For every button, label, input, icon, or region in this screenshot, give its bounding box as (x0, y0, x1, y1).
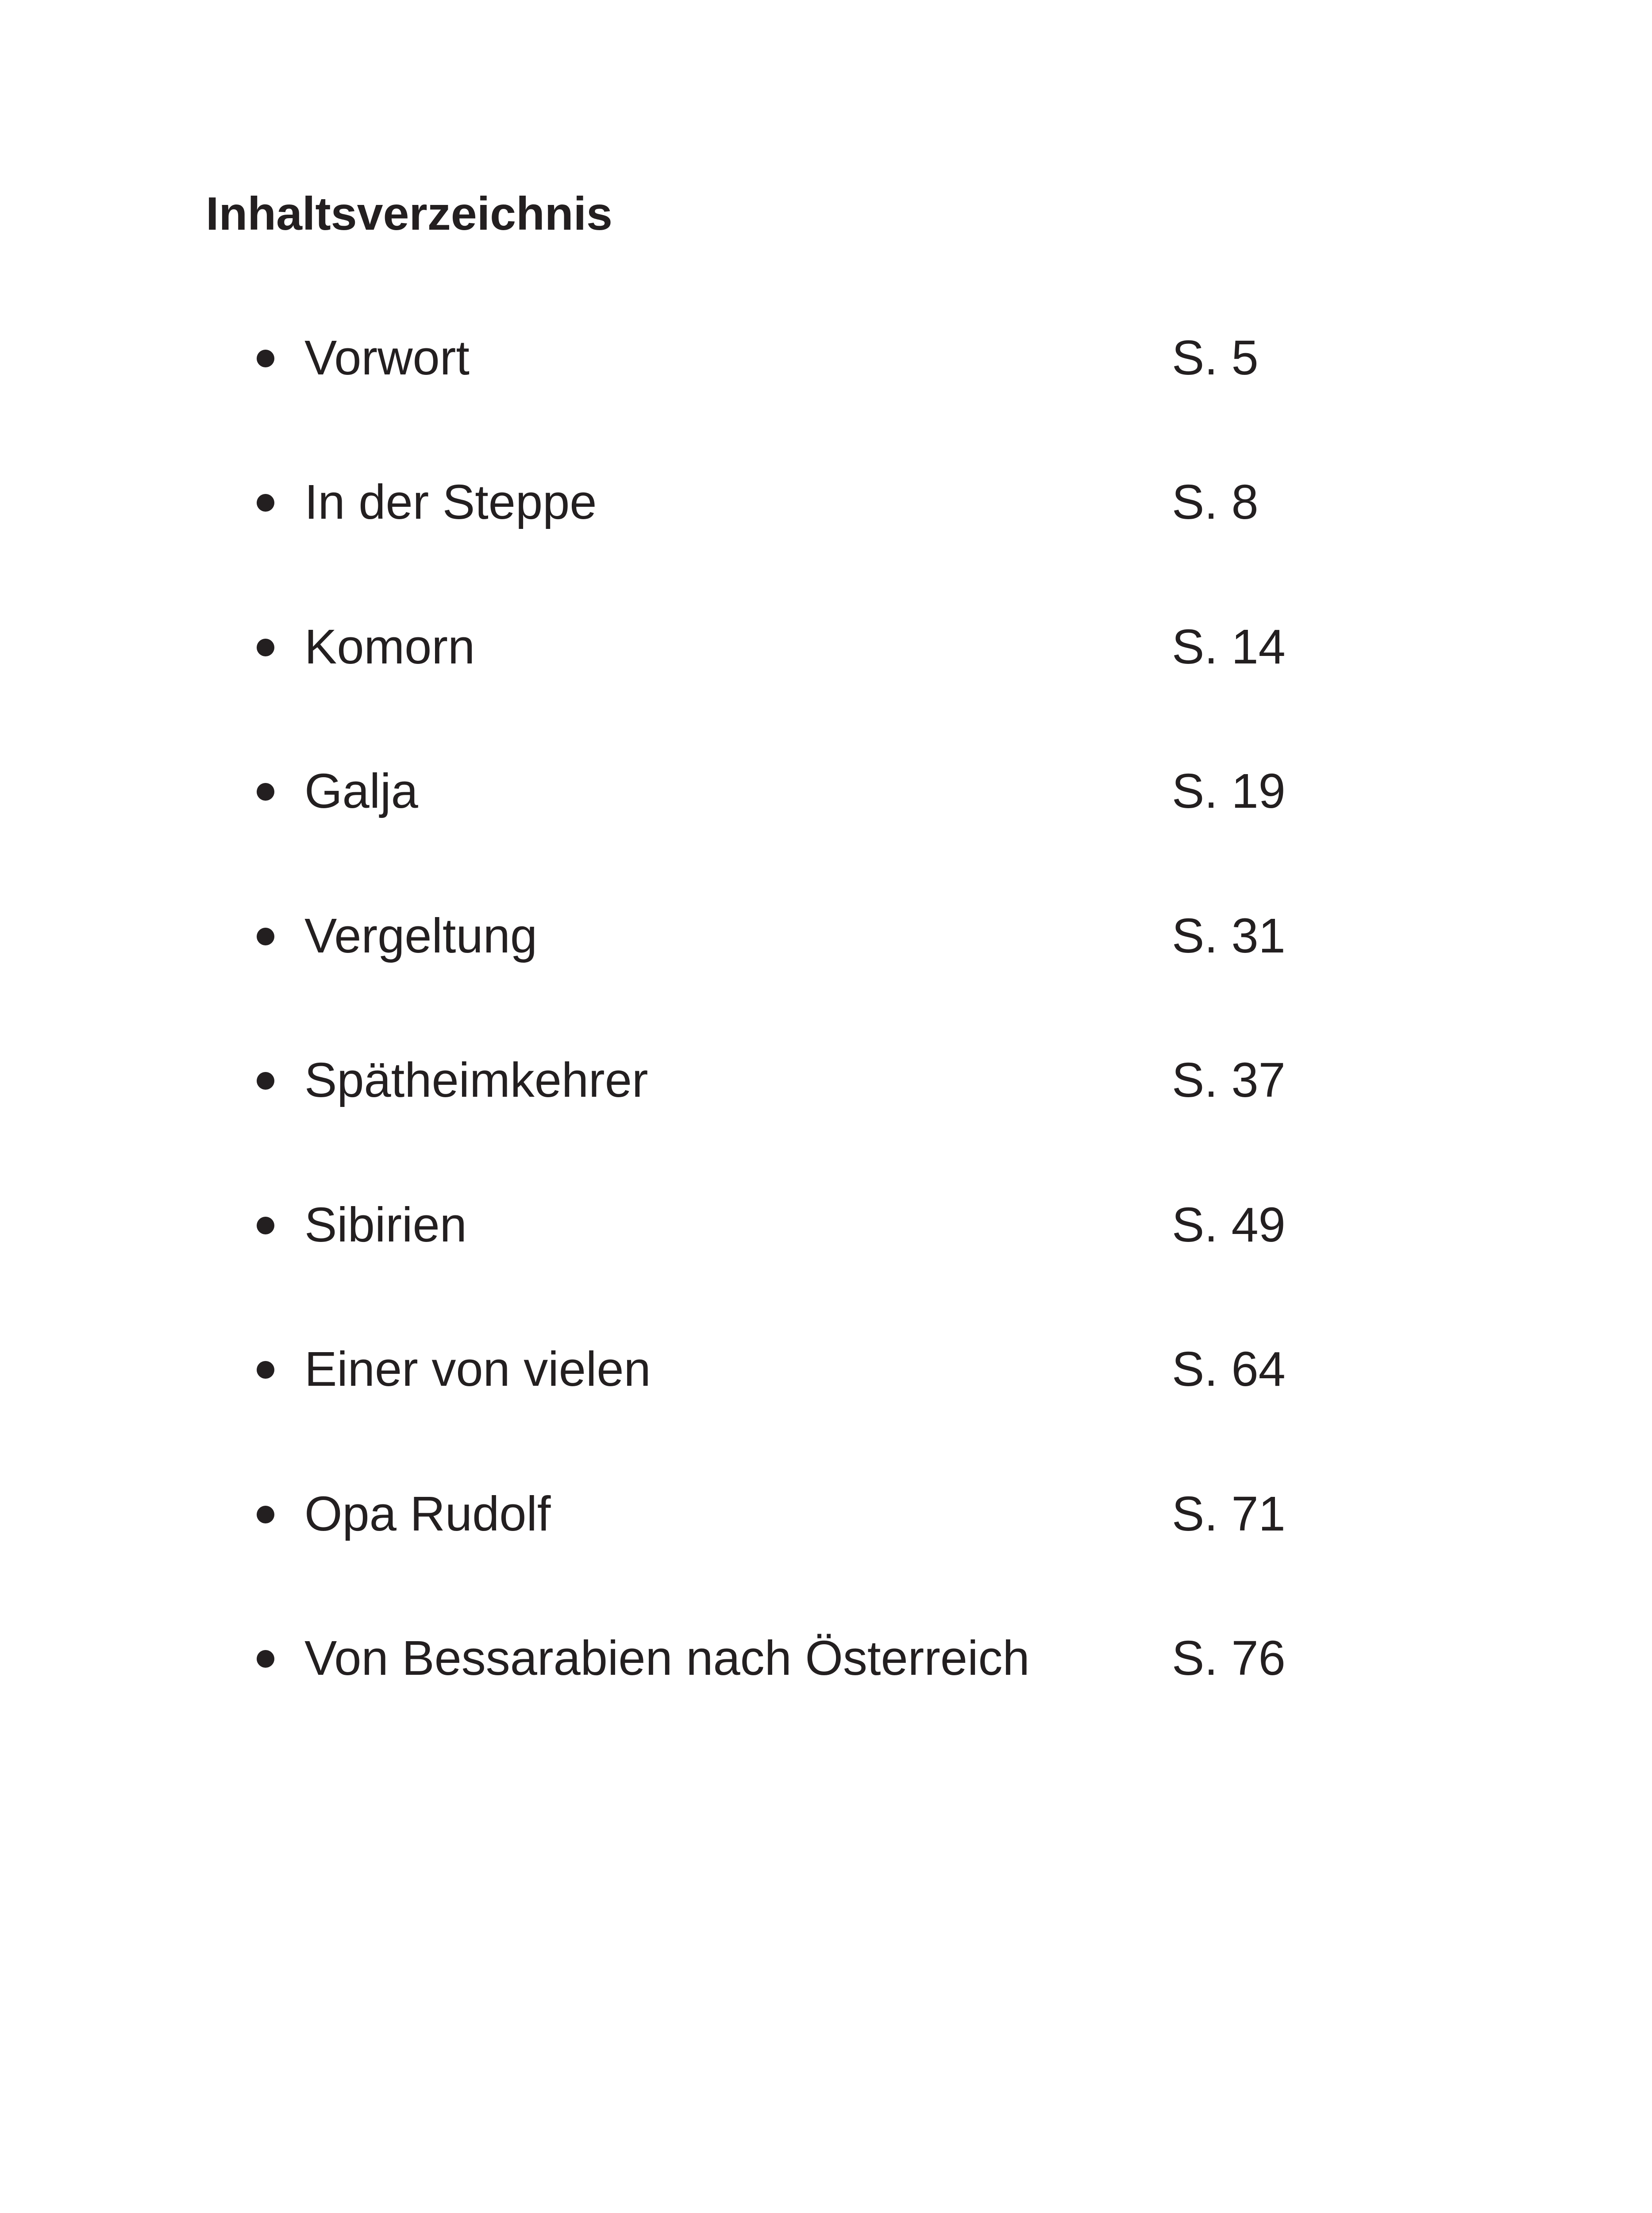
toc-entry-page: S. 19 (1172, 764, 1286, 818)
toc-heading: Inhaltsverzeichnis (206, 188, 613, 240)
toc-entry-title: Spätheimkehrer (304, 1053, 648, 1107)
toc-entry-page: S. 49 (1172, 1198, 1286, 1252)
bullet-icon (257, 350, 274, 367)
toc-entry-title: Einer von vielen (304, 1342, 651, 1396)
toc-entry (0, 328, 1652, 389)
toc-entry (0, 761, 1652, 823)
toc-entry-page: S. 8 (1172, 475, 1259, 529)
toc-entry (0, 1195, 1652, 1257)
toc-entry-title: Galja (304, 764, 418, 818)
toc-entry (0, 617, 1652, 679)
toc-entry-title: Sibirien (304, 1198, 467, 1252)
toc-entry (0, 1339, 1652, 1401)
toc-entry-page: S. 31 (1172, 909, 1286, 963)
bullet-icon (257, 639, 274, 656)
toc-entry-page: S. 64 (1172, 1342, 1286, 1396)
toc-entry (0, 1484, 1652, 1546)
bullet-icon (257, 1072, 274, 1090)
bullet-icon (257, 783, 274, 801)
toc-entry-page: S. 5 (1172, 331, 1259, 385)
toc-entry-title: Opa Rudolf (304, 1487, 551, 1541)
toc-entry-page: S. 76 (1172, 1631, 1286, 1685)
bullet-icon (257, 494, 274, 512)
bullet-icon (257, 1217, 274, 1234)
toc-entry-title: Vorwort (304, 331, 470, 385)
toc-entry (0, 472, 1652, 534)
toc-entry (0, 1628, 1652, 1690)
bullet-icon (257, 1650, 274, 1668)
toc-entry-page: S. 14 (1172, 620, 1286, 674)
bullet-icon (257, 1361, 274, 1379)
toc-entry (0, 1050, 1652, 1112)
toc-entry-title: Von Bessarabien nach Österreich (304, 1631, 1030, 1685)
toc-entry-title: Vergeltung (304, 909, 537, 963)
bullet-icon (257, 1506, 274, 1523)
bullet-icon (257, 928, 274, 945)
toc-entry-page: S. 37 (1172, 1053, 1286, 1107)
toc-entry-title: Komorn (304, 620, 475, 674)
toc-entry-page: S. 71 (1172, 1487, 1286, 1541)
toc-entry (0, 906, 1652, 968)
toc-entry-title: In der Steppe (304, 475, 597, 529)
